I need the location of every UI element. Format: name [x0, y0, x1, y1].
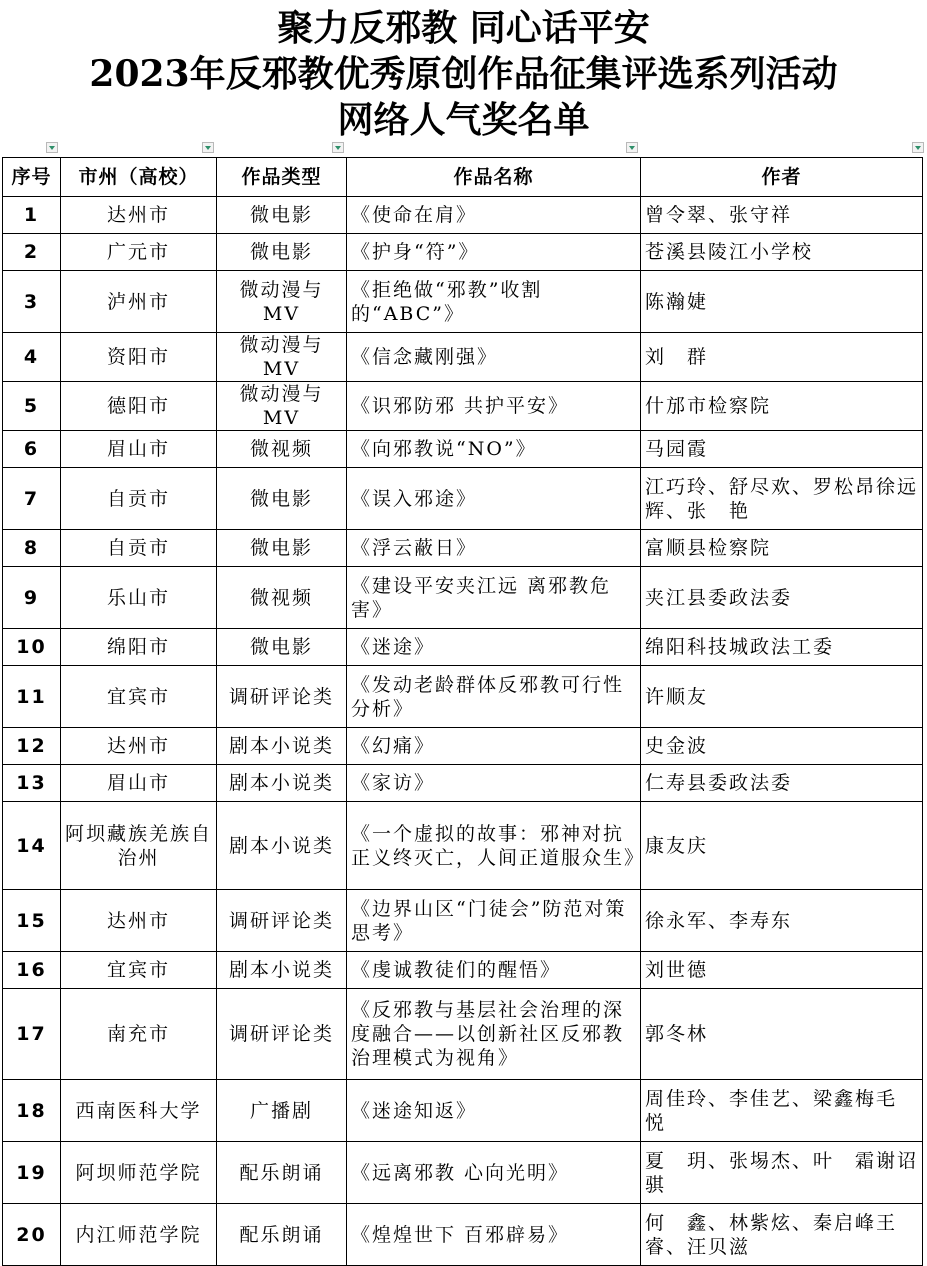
- page-title: [0, 0, 927, 156]
- cell-author: 曾令翠、张守祥: [641, 197, 923, 234]
- cell-title: 《家访》: [347, 765, 641, 802]
- cell-author: 绵阳科技城政法工委: [641, 629, 923, 666]
- cell-no: 11: [3, 666, 61, 728]
- table-row: [3, 802, 923, 890]
- cell-type: 剧本小说类: [217, 728, 347, 765]
- column-header-city: 市州（高校）: [61, 158, 217, 197]
- cell-city: 自贡市: [61, 468, 217, 530]
- cell-author: 富顺县检察院: [641, 530, 923, 567]
- cell-type: 配乐朗诵: [217, 1142, 347, 1204]
- cell-author: 康友庆: [641, 802, 923, 890]
- title-line-1: 聚力反邪教 同心话平安: [277, 7, 650, 49]
- cell-author: 周佳玲、李佳艺、梁鑫梅毛 悦: [641, 1080, 923, 1142]
- cell-city: 宜宾市: [61, 666, 217, 728]
- cell-no: 15: [3, 890, 61, 952]
- cell-title: 《建设平安夹江远 离邪教危害》: [347, 567, 641, 629]
- cell-title: 《浮云蔽日》: [347, 530, 641, 567]
- column-header-no: 序号: [3, 158, 61, 197]
- cell-author: 陈瀚婕: [641, 271, 923, 333]
- cell-type: 微电影: [217, 468, 347, 530]
- cell-type: 微视频: [217, 567, 347, 629]
- cell-author: 夹江县委政法委: [641, 567, 923, 629]
- cell-no: 18: [3, 1080, 61, 1142]
- cell-author: 什邡市检察院: [641, 382, 923, 431]
- cell-author: 刘世德: [641, 952, 923, 989]
- cell-title: 《误入邪途》: [347, 468, 641, 530]
- table-row: [3, 728, 923, 765]
- table-row: [3, 1142, 923, 1204]
- cell-author: 许顺友: [641, 666, 923, 728]
- filter-dropdown-icon[interactable]: [626, 142, 638, 153]
- table-row: [3, 468, 923, 530]
- title-line-2: 2023年反邪教优秀原创作品征集评选系列活动: [89, 53, 838, 95]
- filter-dropdown-icon[interactable]: [912, 142, 924, 153]
- cell-city: 自贡市: [61, 530, 217, 567]
- table-row: [3, 989, 923, 1080]
- cell-title: 《迷途》: [347, 629, 641, 666]
- table-header-row: [3, 158, 923, 197]
- title-line-3: 网络人气奖名单: [337, 99, 590, 141]
- filter-row: [0, 142, 927, 156]
- cell-city: 绵阳市: [61, 629, 217, 666]
- cell-title: 《反邪教与基层社会治理的深度融合——以创新社区反邪教治理模式为视角》: [347, 989, 641, 1080]
- cell-type: 剧本小说类: [217, 802, 347, 890]
- table-row: [3, 890, 923, 952]
- cell-city: 南充市: [61, 989, 217, 1080]
- cell-city: 内江师范学院: [61, 1204, 217, 1266]
- column-header-type: 作品类型: [217, 158, 347, 197]
- cell-city: 阿坝藏族羌族自治州: [61, 802, 217, 890]
- cell-city: 西南医科大学: [61, 1080, 217, 1142]
- table-row: [3, 567, 923, 629]
- cell-no: 9: [3, 567, 61, 629]
- table-row: [3, 271, 923, 333]
- cell-type: 微电影: [217, 197, 347, 234]
- cell-city: 阿坝师范学院: [61, 1142, 217, 1204]
- cell-title: 《幻痛》: [347, 728, 641, 765]
- cell-city: 泸州市: [61, 271, 217, 333]
- table-row: [3, 431, 923, 468]
- cell-type: 调研评论类: [217, 890, 347, 952]
- cell-type: 剧本小说类: [217, 952, 347, 989]
- cell-type: 微电影: [217, 530, 347, 567]
- table-row: [3, 197, 923, 234]
- cell-title: 《拒绝做“邪教”收割的“ABC”》: [347, 271, 641, 333]
- table-row: [3, 666, 923, 728]
- cell-author: 史金波: [641, 728, 923, 765]
- cell-title: 《煌煌世下 百邪辟易》: [347, 1204, 641, 1266]
- award-table: [2, 157, 923, 1266]
- cell-city: 乐山市: [61, 567, 217, 629]
- cell-type: 微电影: [217, 234, 347, 271]
- cell-type: 广播剧: [217, 1080, 347, 1142]
- cell-no: 16: [3, 952, 61, 989]
- cell-title: 《信念藏刚强》: [347, 333, 641, 382]
- cell-author: 仁寿县委政法委: [641, 765, 923, 802]
- cell-city: 达州市: [61, 728, 217, 765]
- cell-no: 7: [3, 468, 61, 530]
- cell-no: 4: [3, 333, 61, 382]
- cell-author: 徐永军、李寿东: [641, 890, 923, 952]
- cell-no: 10: [3, 629, 61, 666]
- cell-city: 眉山市: [61, 765, 217, 802]
- cell-author: 刘 群: [641, 333, 923, 382]
- cell-type: 微电影: [217, 629, 347, 666]
- cell-city: 宜宾市: [61, 952, 217, 989]
- cell-title: 《护身“符”》: [347, 234, 641, 271]
- cell-type: 微动漫与MV: [217, 271, 347, 333]
- cell-type: 微动漫与MV: [217, 333, 347, 382]
- cell-no: 5: [3, 382, 61, 431]
- cell-no: 6: [3, 431, 61, 468]
- cell-city: 眉山市: [61, 431, 217, 468]
- table-row: [3, 333, 923, 382]
- cell-city: 达州市: [61, 890, 217, 952]
- column-header-author: 作者: [641, 158, 923, 197]
- cell-no: 13: [3, 765, 61, 802]
- cell-title: 《使命在肩》: [347, 197, 641, 234]
- cell-type: 配乐朗诵: [217, 1204, 347, 1266]
- table-row: [3, 629, 923, 666]
- cell-city: 资阳市: [61, 333, 217, 382]
- table-row: [3, 530, 923, 567]
- cell-city: 广元市: [61, 234, 217, 271]
- cell-title: 《虔诚教徒们的醒悟》: [347, 952, 641, 989]
- column-header-title: 作品名称: [347, 158, 641, 197]
- cell-no: 2: [3, 234, 61, 271]
- cell-no: 19: [3, 1142, 61, 1204]
- cell-no: 8: [3, 530, 61, 567]
- cell-author: 夏 玥、张埸杰、叶 霜谢诏骐: [641, 1142, 923, 1204]
- table-row: [3, 952, 923, 989]
- table-row: [3, 765, 923, 802]
- cell-title: 《发动老龄群体反邪教可行性分析》: [347, 666, 641, 728]
- cell-author: 苍溪县陵江小学校: [641, 234, 923, 271]
- cell-title: 《迷途知返》: [347, 1080, 641, 1142]
- cell-title: 《远离邪教 心向光明》: [347, 1142, 641, 1204]
- cell-author: 郭冬林: [641, 989, 923, 1080]
- cell-type: 剧本小说类: [217, 765, 347, 802]
- table-row: [3, 382, 923, 431]
- cell-no: 17: [3, 989, 61, 1080]
- filter-dropdown-icon[interactable]: [46, 142, 58, 153]
- cell-author: 何 鑫、林紫炫、秦启峰王 睿、汪贝滋: [641, 1204, 923, 1266]
- cell-title: 《向邪教说“NO”》: [347, 431, 641, 468]
- cell-title: 《边界山区“门徒会”防范对策思考》: [347, 890, 641, 952]
- cell-type: 调研评论类: [217, 989, 347, 1080]
- cell-type: 微视频: [217, 431, 347, 468]
- cell-no: 3: [3, 271, 61, 333]
- cell-type: 调研评论类: [217, 666, 347, 728]
- cell-no: 1: [3, 197, 61, 234]
- cell-no: 20: [3, 1204, 61, 1266]
- cell-author: 江巧玲、舒尽欢、罗松昂徐远辉、张 艳: [641, 468, 923, 530]
- filter-dropdown-icon[interactable]: [332, 142, 344, 153]
- table-row: [3, 1080, 923, 1142]
- table-row: [3, 1204, 923, 1266]
- cell-no: 12: [3, 728, 61, 765]
- cell-title: 《识邪防邪 共护平安》: [347, 382, 641, 431]
- cell-city: 达州市: [61, 197, 217, 234]
- cell-type: 微动漫与MV: [217, 382, 347, 431]
- cell-no: 14: [3, 802, 61, 890]
- filter-dropdown-icon[interactable]: [202, 142, 214, 153]
- cell-author: 马园霞: [641, 431, 923, 468]
- table-row: [3, 234, 923, 271]
- cell-title: 《一个虚拟的故事：邪神对抗正义终灭亡，人间正道服众生》: [347, 802, 641, 890]
- cell-city: 德阳市: [61, 382, 217, 431]
